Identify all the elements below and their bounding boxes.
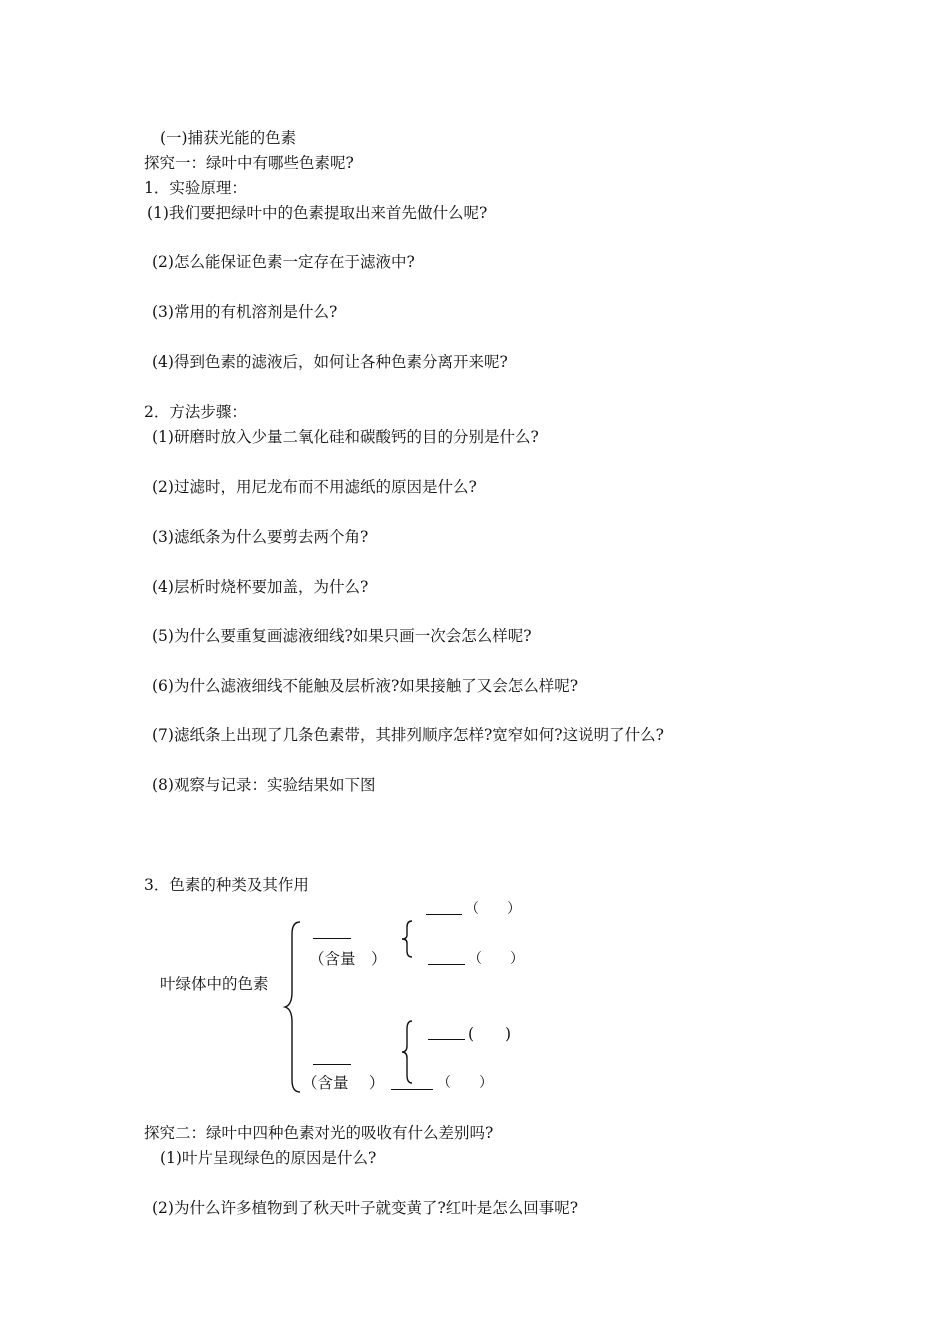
answer-blank[interactable] xyxy=(426,914,462,915)
method-question: (8)观察与记录：实验结果如下图 xyxy=(152,776,376,794)
inquiry2-title: 探究二：绿叶中四种色素对光的吸收有什么差别吗? xyxy=(144,1124,494,1142)
method-question: (3)滤纸条为什么要剪去两个角? xyxy=(152,528,369,546)
answer-blank[interactable] xyxy=(391,1089,433,1090)
large-brace-icon xyxy=(284,920,304,1095)
method-heading: 2．方法步骤： xyxy=(144,403,247,421)
method-question: (7)滤纸条上出现了几条色素带，其排列顺序怎样?宽窄如何?这说明了什么? xyxy=(152,726,664,744)
answer-blank[interactable] xyxy=(313,938,351,939)
answer-blank[interactable] xyxy=(428,964,465,965)
paren-blank: （ ） xyxy=(437,1075,493,1091)
principle-question: (4)得到色素的滤液后，如何让各种色素分离开来呢? xyxy=(152,353,508,371)
method-question: (5)为什么要重复画滤液细线?如果只画一次会怎么样呢? xyxy=(152,627,532,645)
content-label: （含量 ） xyxy=(309,950,387,968)
section-heading: (一)捕获光能的色素 xyxy=(160,129,297,147)
types-heading: 3．色素的种类及其作用 xyxy=(144,876,309,894)
method-question: (2)过滤时，用尼龙布而不用滤纸的原因是什么? xyxy=(152,478,477,496)
paren-blank: （ ） xyxy=(468,951,524,967)
inquiry2-question: (1)叶片呈现绿色的原因是什么? xyxy=(160,1149,377,1167)
content-label: （含量 ） xyxy=(302,1074,385,1092)
answer-blank[interactable] xyxy=(428,1039,465,1040)
principle-question: (3)常用的有机溶剂是什么? xyxy=(152,303,338,321)
method-question: (6)为什么滤液细线不能触及层析液?如果接触了又会怎么样呢? xyxy=(152,677,579,695)
method-question: (4)层析时烧杯要加盖，为什么? xyxy=(152,578,369,596)
method-question: (1)研磨时放入少量二氧化硅和碳酸钙的目的分别是什么? xyxy=(152,428,539,446)
answer-blank[interactable] xyxy=(313,1064,351,1065)
small-brace-icon xyxy=(400,1020,414,1084)
principle-heading: 1．实验原理： xyxy=(144,179,247,197)
small-brace-icon xyxy=(400,920,414,958)
paren-blank: （ ） xyxy=(465,901,521,917)
paren-blank: ( ) xyxy=(468,1025,512,1043)
root-label: 叶绿体中的色素 xyxy=(160,975,269,993)
principle-question: (1)我们要把绿叶中的色素提取出来首先做什么呢? xyxy=(147,204,488,222)
inquiry2-question: (2)为什么许多植物到了秋天叶子就变黄了?红叶是怎么回事呢? xyxy=(152,1199,579,1217)
inquiry1-title: 探究一：绿叶中有哪些色素呢? xyxy=(144,154,354,172)
principle-question: (2)怎么能保证色素一定存在于滤液中? xyxy=(152,253,415,271)
